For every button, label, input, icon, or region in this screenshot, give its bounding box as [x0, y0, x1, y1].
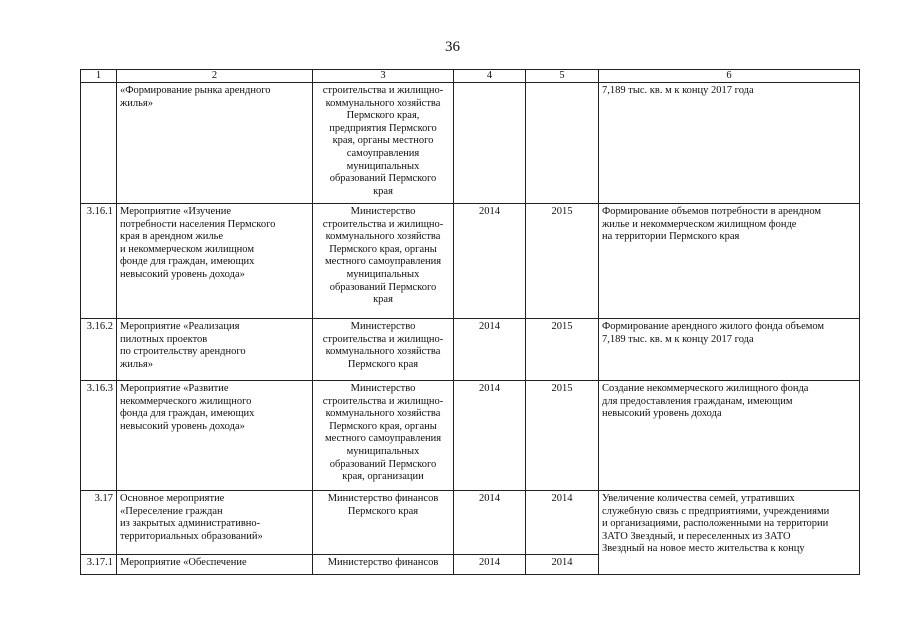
executor: Министерство строительства и жилищно- коммунального хозяйства Пермского края [313, 319, 454, 381]
header-col-4: 4 [454, 70, 526, 83]
activity-name: «Формирование рынка арендного жилья» [117, 83, 313, 204]
expected-result: Увеличение количества семей, утративших служебную связь с предприятиями, учреждениями и организациями, расположенными на территории ЗАТО Звездный, и переселенных из ЗАТО Звездный на новое место жительства к концу [599, 491, 860, 575]
executor: строительства и жилищно- коммунального хозяйства Пермского края, предприятия Пермского края, органы местного самоуправления муниципальных образований Пермского края [313, 83, 454, 204]
header-row [81, 70, 860, 83]
expected-result: Формирование арендного жилого фонда объемом 7,189 тыс. кв. м к концу 2017 года [599, 319, 860, 381]
row-number: 3.16.3 [81, 381, 117, 491]
end-year: 2014 [526, 491, 599, 555]
header-col-1: 1 [81, 70, 117, 83]
table-row [81, 204, 860, 319]
row-number: 3.17.1 [81, 555, 117, 575]
table-row [81, 83, 860, 204]
executor: Министерство финансов [313, 555, 454, 575]
row-number: 3.17 [81, 491, 117, 555]
executor: Министерство финансов Пермского края [313, 491, 454, 555]
header-col-6: 6 [599, 70, 860, 83]
table-row [81, 491, 860, 555]
start-year: 2014 [454, 381, 526, 491]
start-year: 2014 [454, 555, 526, 575]
start-year: 2014 [454, 204, 526, 319]
expected-result: Формирование объемов потребности в арендном жилье и некоммерческом жилищном фонде на территории Пермского края [599, 204, 860, 319]
row-number [81, 83, 117, 204]
end-year: 2015 [526, 319, 599, 381]
activity-name: Мероприятие «Изучение потребности населения Пермского края в арендном жилье и некоммерческом жилищном фонде для граждан, имеющих невысокий уровень дохода» [117, 204, 313, 319]
table-row [81, 319, 860, 381]
end-year: 2015 [526, 381, 599, 491]
row-number: 3.16.1 [81, 204, 117, 319]
row-number: 3.16.2 [81, 319, 117, 381]
end-year [526, 83, 599, 204]
activity-name: Мероприятие «Реализация пилотных проектов по строительству арендного жилья» [117, 319, 313, 381]
expected-result: 7,189 тыс. кв. м к концу 2017 года [599, 83, 860, 204]
program-table [80, 69, 860, 575]
executor: Министерство строительства и жилищно- коммунального хозяйства Пермского края, органы местного самоуправления муниципальных образований Пермского края [313, 204, 454, 319]
page-number: 36 [445, 39, 460, 55]
header-col-2: 2 [117, 70, 313, 83]
activity-name: Мероприятие «Обеспечение [117, 555, 313, 575]
start-year: 2014 [454, 491, 526, 555]
start-year [454, 83, 526, 204]
header-col-5: 5 [526, 70, 599, 83]
executor: Министерство строительства и жилищно- коммунального хозяйства Пермского края, органы местного самоуправления муниципальных образований Пермского края, организации [313, 381, 454, 491]
start-year: 2014 [454, 319, 526, 381]
end-year: 2015 [526, 204, 599, 319]
activity-name: Мероприятие «Развитие некоммерческого жилищного фонда для граждан, имеющих невысокий уровень дохода» [117, 381, 313, 491]
header-col-3: 3 [313, 70, 454, 83]
end-year: 2014 [526, 555, 599, 575]
expected-result: Создание некоммерческого жилищного фонда для предоставления гражданам, имеющим невысокий уровень дохода [599, 381, 860, 491]
table-row [81, 381, 860, 491]
activity-name: Основное мероприятие «Переселение граждан из закрытых административно- территориальных образований» [117, 491, 313, 555]
